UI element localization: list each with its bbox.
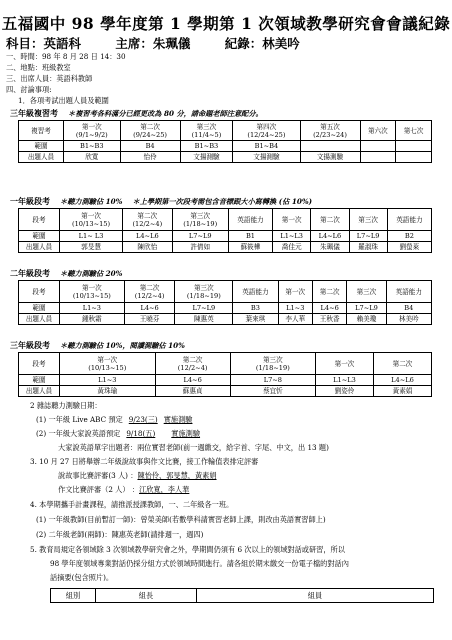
info-attendees: 三、出席人員：英語科教師 xyxy=(6,74,93,83)
table-cell: 陳欣怡 xyxy=(123,242,173,253)
header-cell: 第一次 (10/13~15) xyxy=(60,353,156,375)
table-cell: 鍾秋霜 xyxy=(60,314,125,325)
table-cell: 劉姿伶 xyxy=(316,386,374,397)
header-cell: 第二次 (12/2~4) xyxy=(123,209,173,231)
table-cell xyxy=(360,141,396,152)
table-cell: 文揚測驗 xyxy=(300,152,360,163)
item-2b: (2) 一年級大家說英語預定 9/18(五) 實施測驗 xyxy=(36,429,201,438)
table-cell: 蘇筱樺 xyxy=(228,242,272,253)
item-2a: (1) 一年級 Live ABC 預定 9/23(三) 實施測驗 xyxy=(36,415,193,424)
table-cell: 郭旻慧 xyxy=(60,242,123,253)
header-cell: 英語能力 xyxy=(233,281,278,303)
item-3b: 作文比賽評審（2 人） ：江欣寬，李人華 xyxy=(58,485,190,494)
recorder-label: 紀錄：林美吟 xyxy=(224,36,300,51)
table-cell: L7~L9 xyxy=(175,303,233,314)
table-cell xyxy=(360,152,396,163)
header-cell: 第三次 (11/4~5) xyxy=(180,121,233,141)
table-cell: L7~L9 xyxy=(172,231,228,242)
table-cell: 怡伶 xyxy=(120,152,180,163)
info-place: 二、地點：班級教室 xyxy=(6,63,71,72)
table-row-label: 段考 xyxy=(19,209,60,231)
table-cell: 文揚測驗 xyxy=(233,152,300,163)
header-cell: 第三次 xyxy=(349,209,387,231)
item-2: 2 雜誌聽力測驗日期： xyxy=(30,401,102,410)
header-cell: 第一次 xyxy=(278,281,312,303)
table-cell: L4~6 xyxy=(155,375,230,386)
header-cell: 第二次 xyxy=(311,209,349,231)
header-cell: 第三次 (1/18~19) xyxy=(230,353,315,375)
header-cell: 第一次 (10/13~15) xyxy=(60,209,123,231)
subject-label: 科目：英語科 xyxy=(6,36,82,51)
table-cell: B4 xyxy=(120,141,180,152)
grade2-exam-table xyxy=(18,280,432,325)
table-cell: 朱珮儀 xyxy=(311,242,349,253)
header-cell: 第三次 (1/18~19) xyxy=(175,281,233,303)
header-cell: 第五次 (2/23~24) xyxy=(300,121,360,141)
item-3: 3. 10 月 27 日將舉辦二年級說故事與作文比賽，接工作輪值表排定評審 xyxy=(30,457,259,466)
members-col-header: 組員 xyxy=(197,589,434,603)
header-cell: 第四次 (12/24~25) xyxy=(233,121,300,141)
table-cell: B1~B3 xyxy=(64,141,121,152)
header-cell: 第三次 (1/18~19) xyxy=(172,209,228,231)
header-cell: 第二次 (9/24~25) xyxy=(120,121,180,141)
table-cell: 賴美瓊 xyxy=(347,314,386,325)
table-cell: 蘇惠貞 xyxy=(155,386,230,397)
table-cell: 文揚測驗 xyxy=(180,152,233,163)
setter-label: 出題人員 xyxy=(19,242,60,253)
item-3a: 說故事比賽評審(3 人) ：陳怡伶、郭旻慧，黃素娟 xyxy=(58,471,217,480)
scope-label: 範圍 xyxy=(19,375,60,386)
item-4b: (2) 二年級老師(兩師)：陳惠英老師(請排週一，週四) xyxy=(36,530,204,539)
table-cell: 欣寬 xyxy=(64,152,121,163)
leader-col-header: 組長 xyxy=(96,589,197,603)
table-cell: 王秋香 xyxy=(312,314,346,325)
header-cell: 第一次 xyxy=(316,353,374,375)
header-cell: 第二次 (12/2~4) xyxy=(124,281,175,303)
item-4: 4. 本學期攜手計畫課程，請推派授課教師，一、二年級各一班。 xyxy=(30,500,234,509)
header-cell: 第六次 xyxy=(360,121,396,141)
table-cell: L4~L6 xyxy=(374,375,432,386)
setter-label: 出題人員 xyxy=(19,386,60,397)
table-cell: 王曉芬 xyxy=(124,314,175,325)
header-cell: 第三次 xyxy=(347,281,386,303)
header-cell: 英語能力 xyxy=(228,209,272,231)
table-cell: L1~3 xyxy=(60,303,125,314)
group-table xyxy=(50,588,434,603)
table-cell: 李人華 xyxy=(278,314,312,325)
table-cell: 林美吟 xyxy=(386,314,431,325)
group-col-header: 組別 xyxy=(51,589,96,603)
grade1-exam-table xyxy=(18,208,432,253)
scope-label: 範圍 xyxy=(19,141,64,152)
item-4a: (1) 一年級教師(目前暫訂一師)：曾榮美師(若數學科請實習老師上課，則改由英語實習師上) xyxy=(36,515,326,524)
item-5c: 話摘要(包含照片)。 xyxy=(50,573,114,582)
table-cell: 黃素娟 xyxy=(374,386,432,397)
scope-label: 範圍 xyxy=(19,303,60,314)
grade2-exam-heading: 二年級段考 ＊聽力測驗佔 20% xyxy=(10,268,123,278)
table-cell: 蔡宜忻 xyxy=(230,386,315,397)
table-cell: B3 xyxy=(233,303,278,314)
grade3-review-table xyxy=(18,120,432,163)
header-cell: 第二次 (12/2~4) xyxy=(155,353,230,375)
meeting-header xyxy=(6,34,308,52)
chair-label: 主席：朱珮儀 xyxy=(115,36,191,51)
item-2c: 大家說英語單字出題者：兩位實習老師(前一週繳交，給字首、字尾、中文，出 13 題) xyxy=(58,443,329,452)
table-row-label: 段考 xyxy=(19,281,60,303)
table-cell: 許倩如 xyxy=(172,242,228,253)
header-cell: 第一次 (10/13~15) xyxy=(60,281,125,303)
grade3-review-heading: 三年級複習考 ＊複習考各科滿分已經更改為 80 分，請命題老師注意配分。 xyxy=(10,108,263,118)
table-cell: L7~L9 xyxy=(349,231,387,242)
table-cell: L1~3 xyxy=(278,303,312,314)
table-cell: B2 xyxy=(387,231,431,242)
setter-label: 出題人員 xyxy=(19,152,64,163)
table-cell: 陳惠英 xyxy=(175,314,233,325)
table-cell: B1~B3 xyxy=(180,141,233,152)
table-cell: L1~L3 xyxy=(273,231,311,242)
info-item1: 1．各項考試出題人員及範圍 xyxy=(18,96,109,105)
table-cell xyxy=(396,152,432,163)
grade3-exam-table xyxy=(18,352,432,397)
table-cell: L4~L6 xyxy=(311,231,349,242)
header-cell: 第一次 (9/1~9/2) xyxy=(64,121,121,141)
table-row-label: 段考 xyxy=(19,353,60,375)
table-cell: 黃珠瑜 xyxy=(60,386,156,397)
table-cell: 喬佳元 xyxy=(273,242,311,253)
table-cell: L1~ L3 xyxy=(60,231,123,242)
table-cell xyxy=(396,141,432,152)
table-cell: B1 xyxy=(228,231,272,242)
table-cell: L7~L9 xyxy=(347,303,386,314)
table-cell: 羅淑珠 xyxy=(349,242,387,253)
info-time: 一、時間：98 年 8 月 28 日 14：30 xyxy=(6,52,126,61)
header-cell: 英語能力 xyxy=(386,281,431,303)
setter-label: 出題人員 xyxy=(19,314,60,325)
header-cell: 第七次 xyxy=(396,121,432,141)
item-5a: 5. 教育局規定各領域除 3 次領域教學研究會之外，學期間仍須有 6 次以上的領域對話或研習，所以 xyxy=(30,545,345,554)
page-title: 五福國中 98 學年度第 1 學期第 1 次領域教學研究會會議紀錄 xyxy=(1,14,451,33)
table-cell xyxy=(300,141,360,152)
table-cell: L4~L6 xyxy=(123,231,173,242)
table-row-label: 複習考 xyxy=(19,121,64,141)
table-cell: B4 xyxy=(386,303,431,314)
grade1-exam-heading: 一年級段考 ＊聽力測驗佔 10% ＊上學期第一次段考需包含音標跟大小寫轉換 (佔 10%) xyxy=(10,196,313,206)
header-cell: 第二次 xyxy=(312,281,346,303)
info-topics: 四、討論事項: xyxy=(6,85,52,94)
header-cell: 英語能力 xyxy=(387,209,431,231)
table-cell: L1~3 xyxy=(60,375,156,386)
grade3-exam-heading: 三年級段考 ＊聽力測驗佔 10%，閱讀測驗佔 10% xyxy=(10,340,185,350)
table-cell: L4~6 xyxy=(312,303,346,314)
table-cell: L1~L3 xyxy=(316,375,374,386)
table-cell: 劉螢萊 xyxy=(387,242,431,253)
scope-label: 範圍 xyxy=(19,231,60,242)
table-cell: B1~B4 xyxy=(233,141,300,152)
header-cell: 第一次 xyxy=(273,209,311,231)
table-cell: L7~8 xyxy=(230,375,315,386)
table-cell: L4~6 xyxy=(124,303,175,314)
item-5b: 98 學年度領域專業對話仍採分組方式於領域時間進行。請各組於期末繳交一份電子檔的對話內 xyxy=(50,559,349,568)
header-cell: 第二次 xyxy=(374,353,432,375)
table-cell: 葉來琪 xyxy=(233,314,278,325)
